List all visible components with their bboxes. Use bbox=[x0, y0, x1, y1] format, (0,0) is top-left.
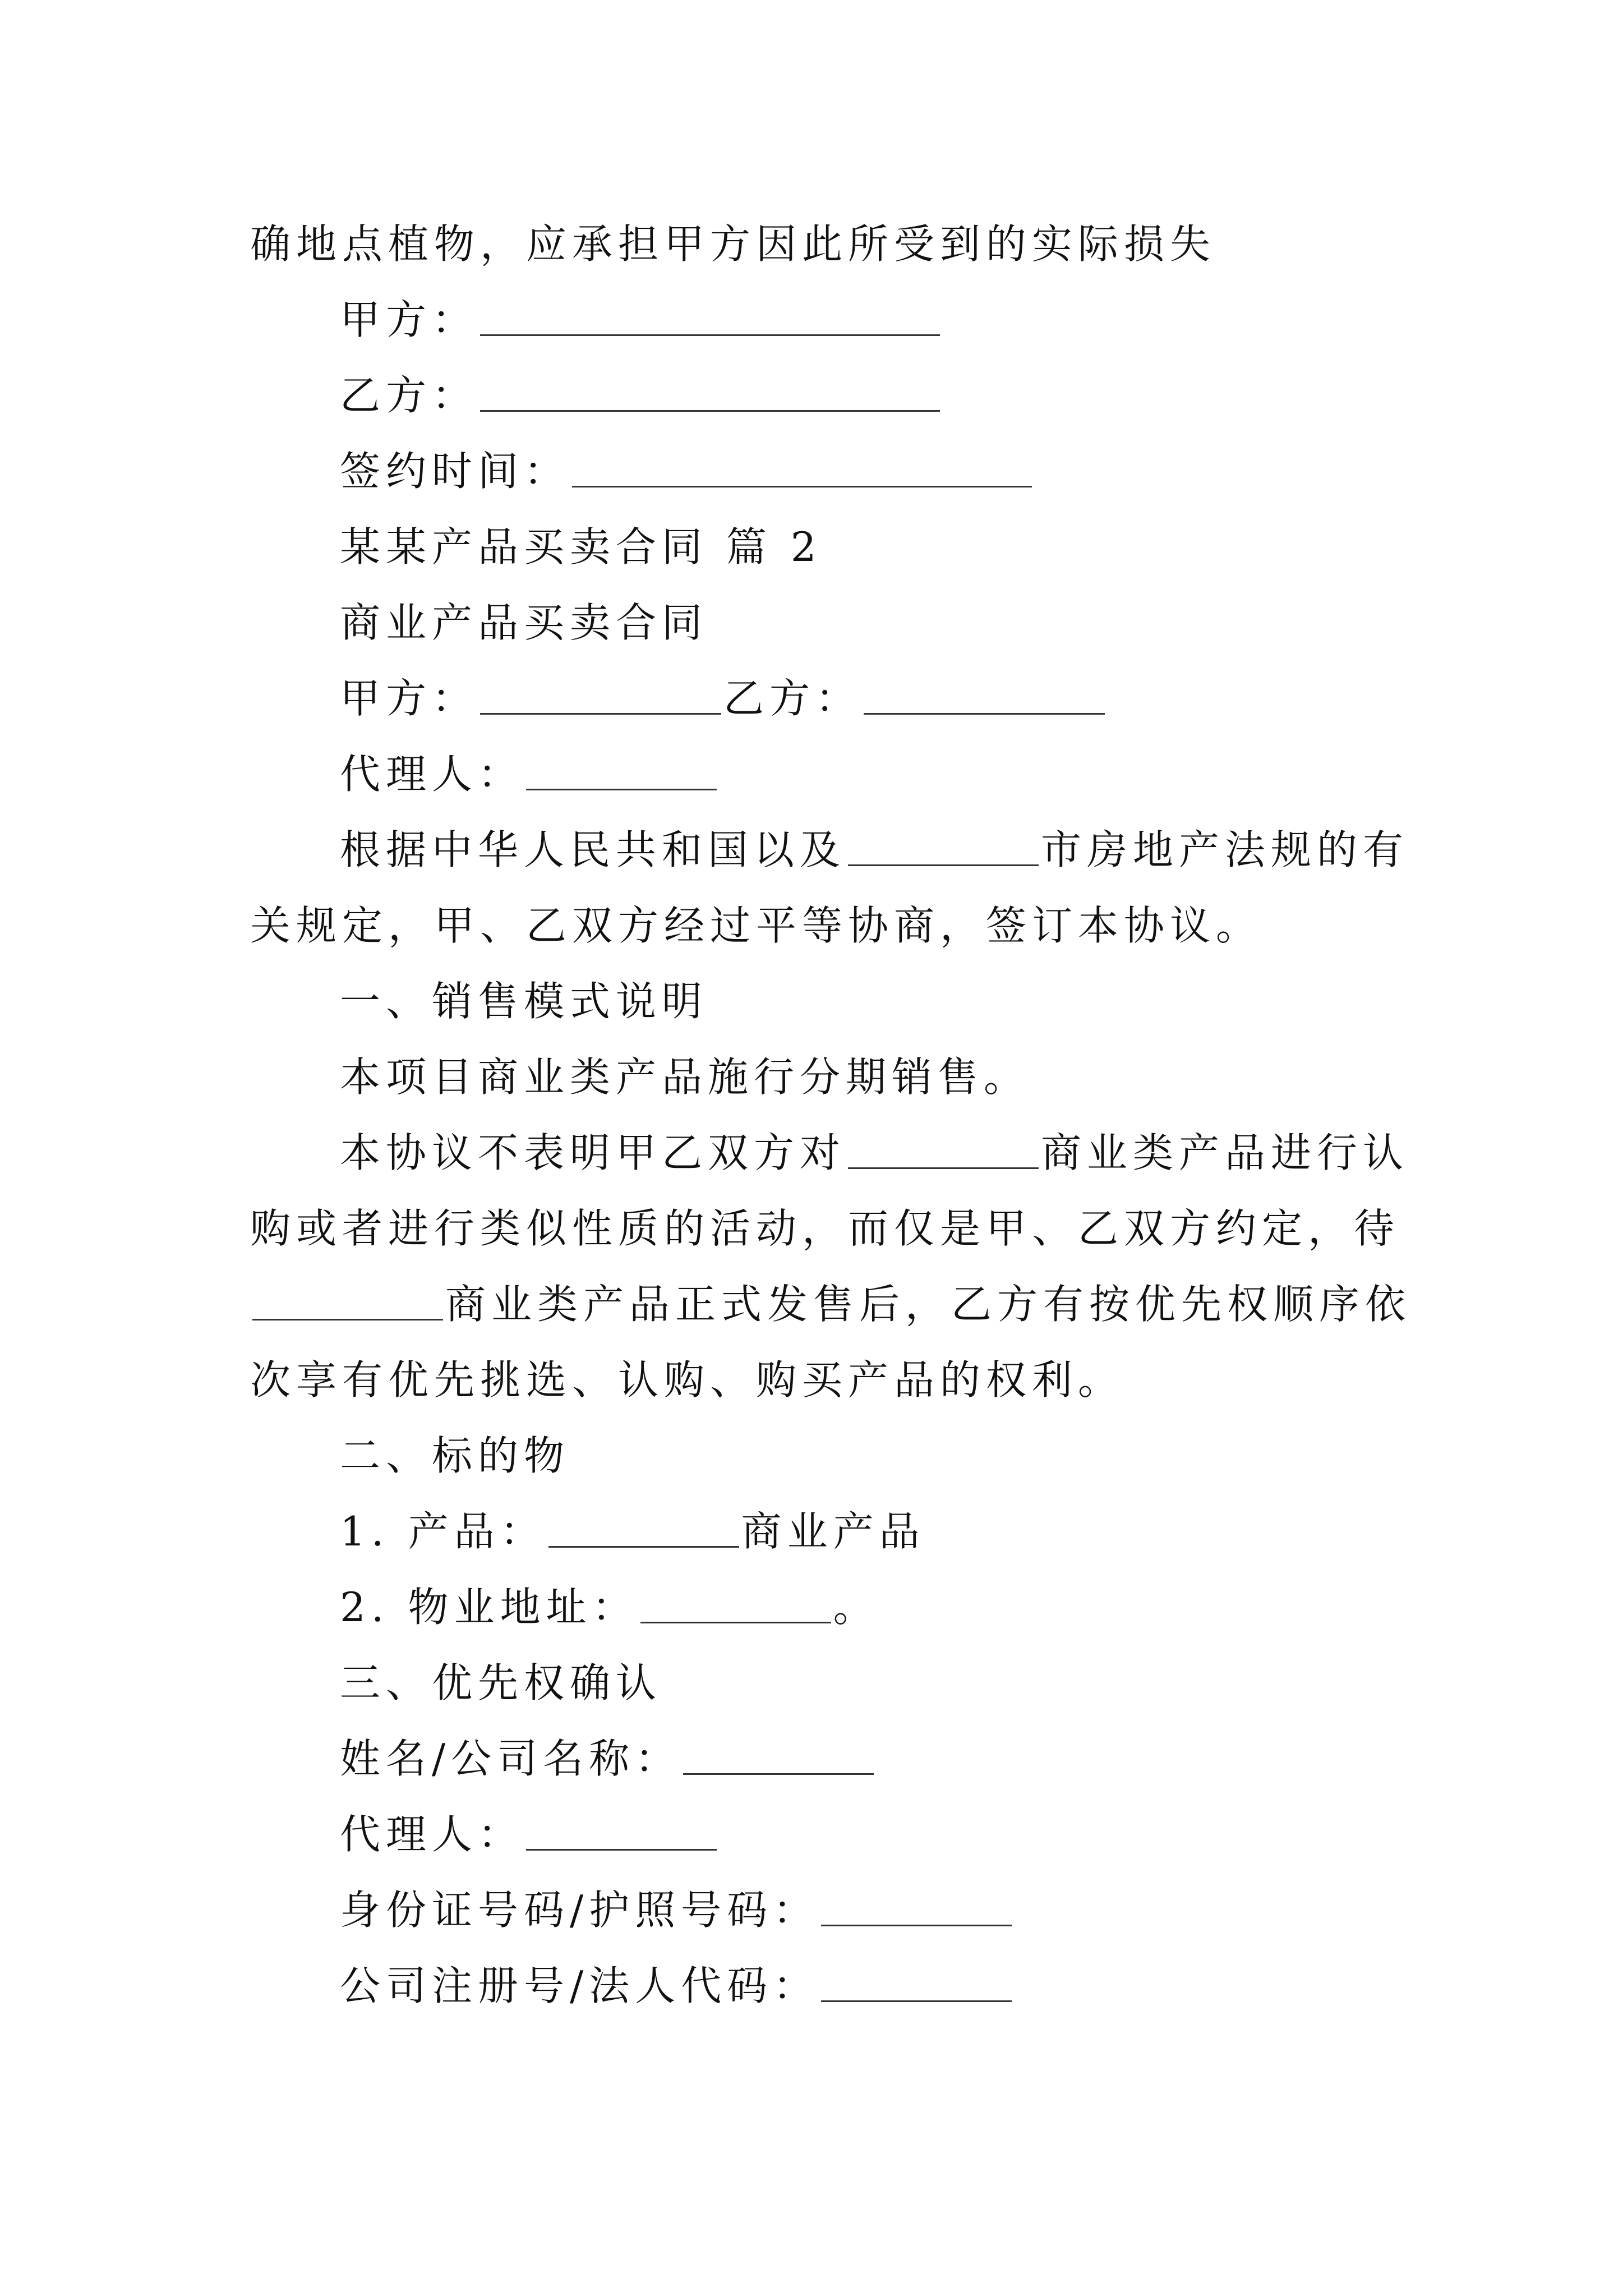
party-a-blank bbox=[480, 292, 940, 336]
paragraph-continuation bbox=[0, 1346, 1623, 1414]
text: 关规定，甲、乙双方经过平等协商，签订本协议。 bbox=[250, 902, 1262, 949]
party-b-blank bbox=[864, 670, 1105, 715]
label: 乙方： bbox=[723, 675, 862, 722]
heading-text: 某某产品买卖合同 篇 2 bbox=[340, 523, 822, 570]
name-blank bbox=[683, 1731, 874, 1775]
party-a-blank bbox=[480, 670, 721, 715]
contract-title bbox=[0, 589, 1623, 656]
agent-blank bbox=[526, 1806, 717, 1851]
title-text: 商业产品买卖合同 bbox=[340, 599, 708, 646]
paragraph-continuation bbox=[0, 1195, 1623, 1262]
label: 乙方： bbox=[340, 372, 478, 419]
name-line bbox=[0, 1725, 1623, 1792]
paragraph-continuation bbox=[0, 210, 1623, 278]
signing-date-line bbox=[0, 438, 1623, 505]
address-blank bbox=[640, 1579, 831, 1623]
text: 购或者进行类似性质的活动，而仅是甲、乙双方约定，待 bbox=[250, 1205, 1400, 1252]
parties-line bbox=[0, 665, 1623, 732]
party-a-line bbox=[0, 286, 1623, 353]
text: 本项目商业类产品施行分期销售。 bbox=[340, 1053, 1030, 1101]
label: 2. 物业地址： bbox=[340, 1584, 638, 1631]
id-number-blank bbox=[821, 1882, 1012, 1926]
agent-blank bbox=[526, 746, 717, 790]
product-blank bbox=[548, 1503, 739, 1548]
text: 次享有优先挑选、认购、购买产品的权利。 bbox=[250, 1356, 1124, 1404]
list-item bbox=[0, 1573, 1623, 1641]
label: 代理人： bbox=[340, 1811, 524, 1858]
basis-line bbox=[0, 816, 1623, 884]
party-b-blank bbox=[480, 367, 940, 412]
registration-line bbox=[0, 1952, 1623, 2019]
text: 。 bbox=[833, 1584, 879, 1631]
paragraph-continuation bbox=[0, 1271, 1623, 1338]
agent-line bbox=[0, 740, 1623, 808]
text: 商业类产品进行认 bbox=[1041, 1129, 1409, 1176]
heading-text: 一、销售模式说明 bbox=[340, 978, 708, 1025]
heading-text: 三、优先权确认 bbox=[340, 1659, 662, 1706]
agent-line bbox=[0, 1801, 1623, 1868]
label: 公司注册号/法人代码： bbox=[340, 1962, 819, 2009]
text: 商业类产品正式发售后，乙方有按优先权顺序依 bbox=[445, 1281, 1412, 1328]
signing-date-blank bbox=[572, 443, 1032, 487]
label: 甲方： bbox=[340, 675, 478, 722]
section-heading bbox=[0, 968, 1623, 1035]
city-blank bbox=[848, 822, 1039, 866]
project-blank bbox=[252, 1276, 443, 1320]
label: 代理人： bbox=[340, 751, 524, 798]
section-heading bbox=[0, 1422, 1623, 1489]
text: 商业产品 bbox=[741, 1508, 925, 1555]
label: 身份证号码/护照号码： bbox=[340, 1887, 819, 1934]
id-number-line bbox=[0, 1876, 1623, 1944]
label: 1. 产品： bbox=[340, 1508, 546, 1555]
registration-blank bbox=[821, 1958, 1012, 2002]
label: 签约时间： bbox=[340, 448, 570, 495]
heading-text: 二、标的物 bbox=[340, 1432, 570, 1479]
paragraph-continuation bbox=[0, 892, 1623, 959]
text: 本协议不表明甲乙双方对 bbox=[340, 1129, 846, 1176]
list-item bbox=[0, 1498, 1623, 1565]
section-heading bbox=[0, 1649, 1623, 1717]
party-b-line bbox=[0, 362, 1623, 429]
text: 市房地产法规的有 bbox=[1041, 826, 1409, 873]
label: 甲方： bbox=[340, 296, 478, 343]
paragraph bbox=[0, 1043, 1623, 1111]
section-heading bbox=[0, 513, 1623, 581]
label: 姓名/公司名称： bbox=[340, 1735, 681, 1782]
paragraph bbox=[0, 1119, 1623, 1186]
text: 确地点植物，应承担甲方因此所受到的实际损失 bbox=[250, 220, 1216, 268]
text: 根据中华人民共和国以及 bbox=[340, 826, 846, 873]
project-blank bbox=[848, 1125, 1039, 1169]
